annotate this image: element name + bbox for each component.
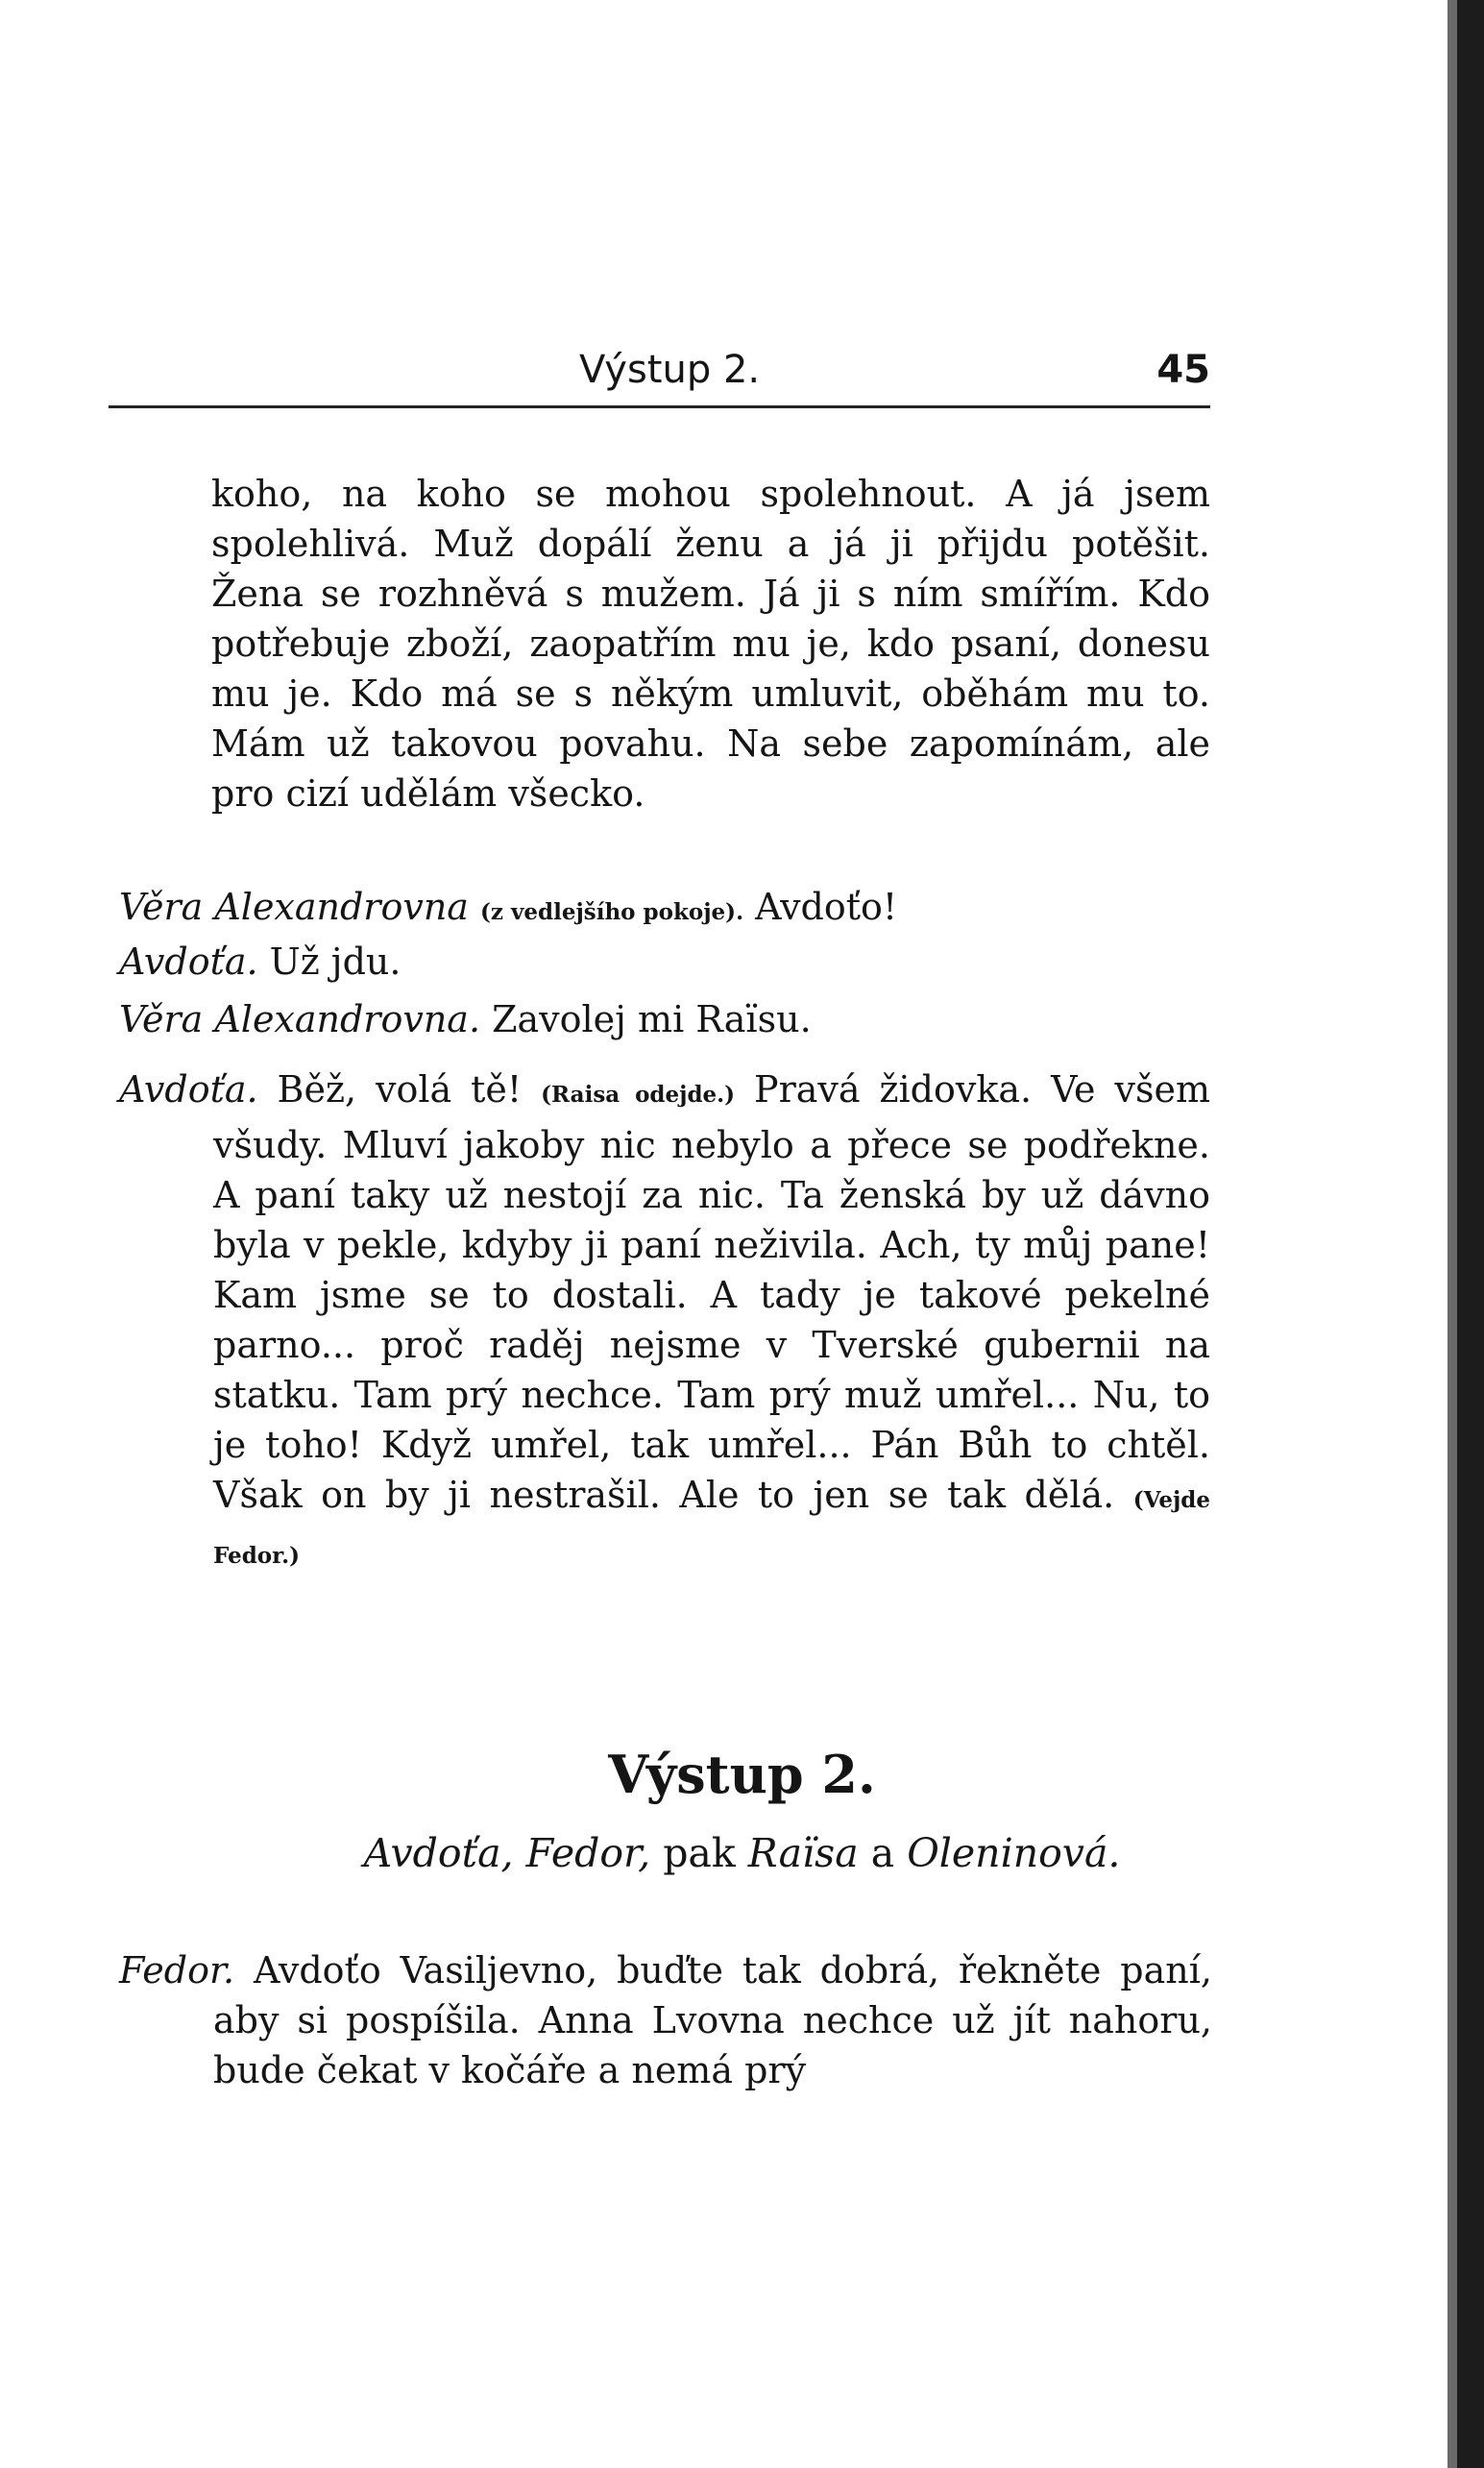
- speaker-name: Fedor.: [119, 1949, 235, 1992]
- speaker-name: Avdoťa.: [119, 941, 258, 983]
- speech-vera-1: [119, 882, 1212, 938]
- speech-text: Avdoťo!: [755, 886, 898, 928]
- stage-direction-end: (Vejde Fedor.): [213, 1487, 1210, 1569]
- stage-direction: (Raisa odejde.): [541, 1082, 736, 1108]
- cast-raisa: Raïsa: [747, 1830, 859, 1876]
- speech-fedor: [119, 1945, 1212, 2095]
- speech-vera-2: [119, 994, 1212, 1044]
- page-number: 45: [1156, 348, 1210, 392]
- speech-text-before: Běž, volá tě!: [277, 1068, 523, 1111]
- speech-avdota-1: [119, 937, 1212, 987]
- speech-text: Avdoťo Vasiljevno, buďte tak dobrá, řekněte paní, aby si pospíšila. Anna Lvovna nechce už jít nahoru, bude čekat v kočáře a nemá prý: [213, 1949, 1212, 2091]
- cast-fedor: Fedor,: [525, 1830, 651, 1876]
- page-edge: [1457, 0, 1484, 2468]
- cast-avdota: Avdoťa,: [363, 1830, 514, 1876]
- speaker-name: Věra Alexandrovna: [119, 886, 469, 928]
- running-title: Výstup 2.: [579, 348, 761, 392]
- speech-text: Pravá židovka. Ve všem všudy. Mluví jakoby nic nebylo a přece se podřekne. A paní taky už nestojí za nic. Ta ženská by už dávno byla v pekle, kdyby ji paní neživila. Ach, ty můj pane! Kam jsme se to dostali. A tady je takové pekelné parno... proč raděj nejsme v Tverské gubernii na statku. Tam prý nechce. Tam prý muž umřel... Nu, to je toho! Když umřel, tak umřel... Pán Bůh to chtěl. Však on by ji nestrašil. Ale to jen se tak dělá.: [213, 1068, 1210, 1516]
- continuation-paragraph: koho, na koho se mohou spolehnout. A já jsem spolehlivá. Muž dopálí ženu a já ji přijdu potěšit. Žena se rozhněvá s mužem. Já ji s ním smířím. Kdo potřebuje zboží, zaopatřím mu je, kdo psaní, donesu mu je. Kdo má se s někým umluvit, oběhám mu to. Mám už takovou povahu. Na sebe zapomínám, ale pro cizí udělám všecko.: [211, 473, 1210, 815]
- speaker-name: Avdoťa.: [119, 1068, 258, 1111]
- scene-heading: Výstup 2.: [608, 1744, 876, 1805]
- speaker-name: Věra Alexandrovna.: [119, 998, 481, 1040]
- speech-text: Už jdu.: [269, 941, 401, 983]
- speech-text: Zavolej mi Raïsu.: [492, 998, 812, 1040]
- cast-pak: pak: [663, 1830, 736, 1876]
- speech-avdota-2: [119, 1064, 1210, 1581]
- cast-oleninova: Oleninová.: [907, 1830, 1121, 1876]
- cast-a: a: [870, 1830, 895, 1876]
- running-header: [109, 338, 1210, 408]
- scene-cast: [0, 1830, 1484, 1876]
- stage-direction: (z vedlejšího pokoje).: [480, 899, 744, 925]
